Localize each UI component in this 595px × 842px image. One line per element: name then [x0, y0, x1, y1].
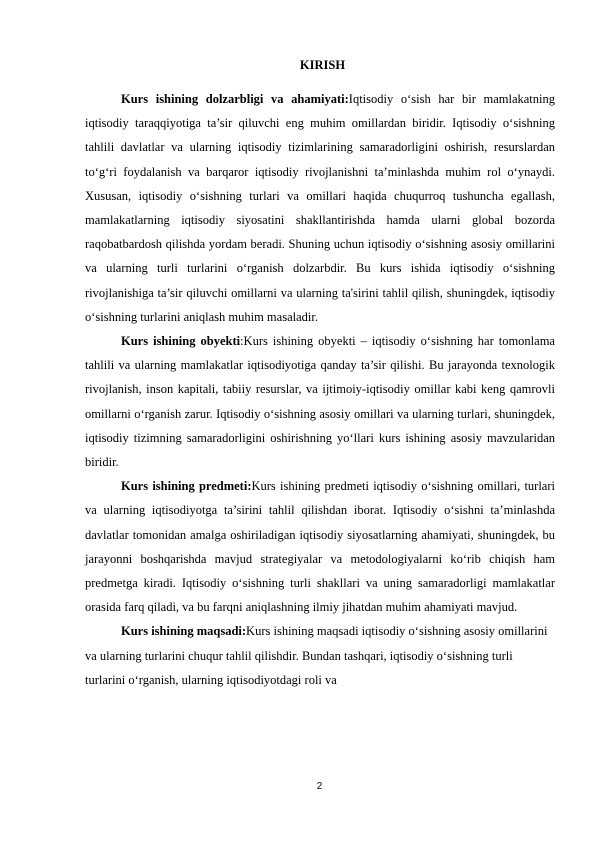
document-body	[85, 87, 555, 692]
page-title: KIRISH	[299, 58, 346, 72]
paragraph-text: Kurs ishining predmeti iqtisodiy o‘sishning omillari, turlari va ularning iqtisodiyotga ta’sirini tahlil qilishdan iborat. Iqtisodiy o‘sishni ta’minlashda davlatlar tomonidan amalga oshiriladigan iqtisodiy siyosatlarning ahamiyati, shuningdek, bu jarayonni boshqarishda mavjud strategiyalar va metodologiyalarni ko‘rib chiqish ham predmetga kiradi. Iqtisodiy o‘sishning turli shakllari va uning samaradorligi mamlakatlar orasida farq qiladi, va bu farqni aniqlashning ilmiy jihatdan muhim ahamiyati mavjud.	[85, 479, 555, 615]
paragraph-object	[85, 329, 555, 474]
paragraph-subject	[85, 474, 555, 619]
paragraph-text: Kurs ishining maqsadi iqtisodiy o‘sishning asosiy omillarini va ularning turlarini chuqur tahlil qilishdir. Bundan tashqari, iqtisodiy o‘sishning turli turlarini o‘rganish, ularning iqtisodiyotdagi roli va	[85, 624, 548, 687]
paragraph-goal	[85, 619, 555, 692]
paragraph-heading: Kurs ishining dolzarbligi va ahamiyati:	[121, 92, 349, 106]
paragraph-heading: Kurs ishining obyekti	[121, 334, 241, 349]
page-number: 2	[316, 781, 323, 792]
paragraph-text: Iqtisodiy o‘sish har bir mamlakatning iqtisodiy taraqqiyotiga ta’sir qiluvchi eng muhim omillardan biridir. Iqtisodiy o‘sishning tahlili davlatlar va ularning iqtisodiy tizimlarining samaradorligini oshirish, resurslardan to‘g‘ri foydalanish va barqaror iqtisodiy rivojlanishni ta’minlashda muhim rol o‘ynaydi. Xususan, iqtisodiy o‘sishning turlari va omillari haqida chuqurroq tushuncha egallash, mamlakatlarning iqtisodiy siyosatini shakllantirishda hamda ularni global bozorda raqobatbardosh qilishda yordam beradi. Shuning uchun iqtisodiy o‘sishning asosiy omillarini va ularning turli turlarini o‘rganish dolzarbdir. Bu kurs ishida iqtisodiy o‘sishning rivojlanishiga ta’sir qiluvchi omillarni va ularning ta'sirini tahlil qilish, shuningdek, iqtisodiy o‘sishning turlarini aniqlash muhim masaladir.	[85, 92, 555, 324]
paragraph-text: :Kurs ishining obyekti – iqtisodiy o‘sishning har tomonlama tahlili va ularning mamlakatlar iqtisodiyotiga qanday ta’sir qilishi. Bu jarayonda texnologik rivojlanish, inson kapitali, tabiiy resurslar, va ijtimoiy-iqtisodiy omillar kabi keng qamrovli omillarni o‘rganish zarur. Iqtisodiy o‘sishning asosiy omillari va ularning turlari, shuningdek, iqtisodiy tizimning samaradorligini oshirishning yo‘llari kurs ishining asosiy mavzularidan biridir.	[85, 334, 555, 470]
paragraph-heading: Kurs ishining predmeti:	[121, 479, 252, 494]
paragraph-heading: Kurs ishining maqsadi:	[121, 624, 247, 639]
paragraph-relevance	[85, 87, 555, 329]
